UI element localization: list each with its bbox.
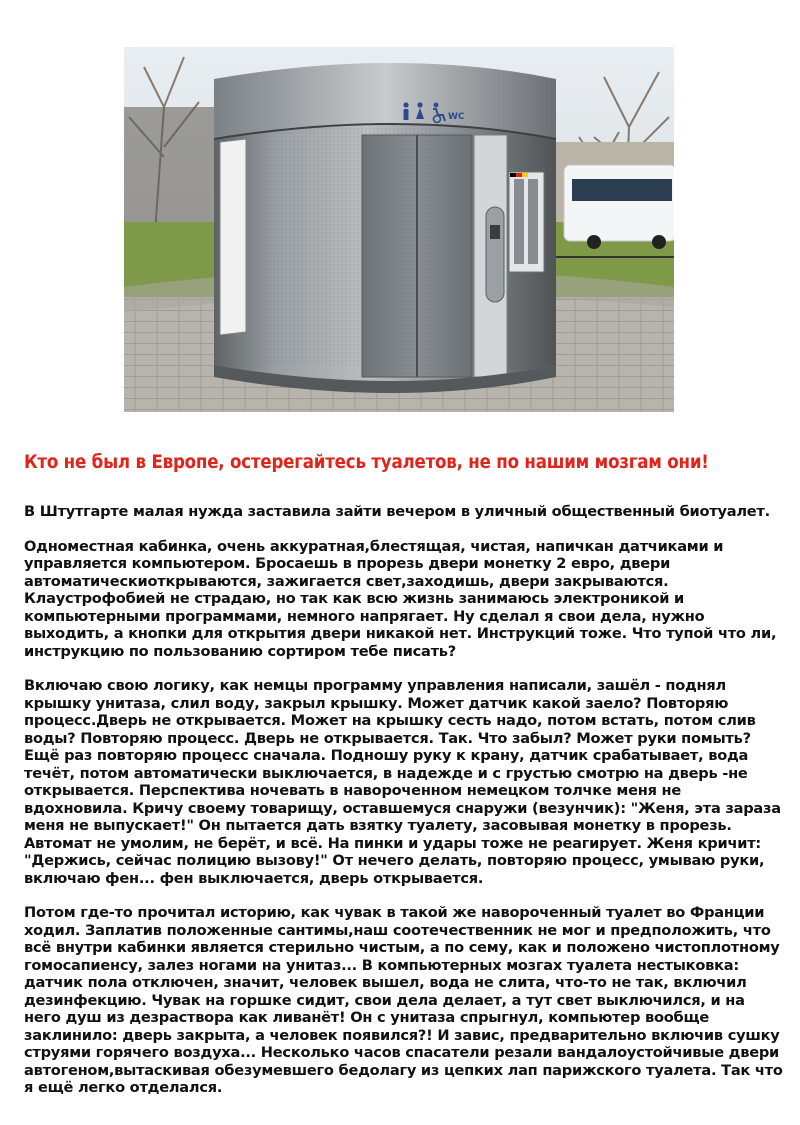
wc-sign-text: WC: [448, 112, 465, 122]
article-body: [24, 503, 784, 1114]
headline: Кто не был в Европе, остерегайтесь туалетов, не по нашим мозгам они!: [24, 452, 709, 473]
paragraph: Одноместная кабинка, очень аккуратная,блестящая, чистая, напичкан датчиками и управляется компьютером. Бросаешь в прорезь двери монетку 2 евро, двери автоматическиоткрываются, зажигается свет,заходишь, двери закрываются. Клаустрофобией не страдаю, но так как всю жизнь занимаюсь электроникой и компьютерными программами, немного напрягает. Ну сделал я свои дела, нужно выходить, а кнопки для открытия двери никакой нет. Инструкций тоже. Что тупой что ли, инструкцию по пользованию сортиром тебе писать?: [24, 537, 777, 660]
paragraph: Включаю свою логику, как немцы программу управления написали, зашёл - поднял крышку унитаза, слил воду, закрыл крышку. Может датчик какой заело? Повторяю процесс.Дверь не открывается. Может на крышку сесть надо, потом встать, потом слив воды? Повторяю процесс. Дверь не открывается. Так. Что забыл? Может руки помыть? Ещё раз повторяю процесс сначала. Подношу руку к крану, датчик срабатывает, вода течёт, потом автоматически выключается, в надежде и с грустью смотрю на дверь -не открывается. Перспектива ночевать в навороченном немецком толчке меня не вдохновила. Кричу своему товарищу, оставшемуся снаружи (везунчик): "Женя, эта зараза меня не выпускает!" Он пытается дать взятку туалету, засовывая монетку в прорезь. Автомат не умолим, не берёт, и всё. На пинки и удары тоже не реагирует. Женя кричит: "Держись, сейчас полицию вызову!" От нечего делать, повторяю процесс, умываю руки, включаю фен... фен выключается, дверь открывается.: [24, 677, 781, 887]
paragraph: В Штутгарте малая нужда заставила зайти вечером в уличный общественный биотуалет.: [24, 503, 770, 520]
toilet-photo: [124, 47, 674, 412]
paragraph: Потом где-то прочитал историю, как чувак в такой же навороченный туалет во Франции ходил. Заплатив положенные сантимы,наш соотечественник не мог и предположить, что всё внутри кабинки является стерильно чистым, а по сему, как и положено чистоплотному гомосапиенсу, залез ногами на унитаз... В компьютерных мозгах туалета нестыковка: датчик пола отключен, значит, человек вышел, вода не слита, что-то не так, включил дезинфекцию. Чувак на горшке сидит, свои дела делает, а тут свет выключился, и на него душ из дезраствора как ливанёт! Он с унитаза спрыгнул, компьютер вообще заклинило: дверь закрыта, а человек появился?! И завис, предварительно включив сушку струями горячего воздуха... Несколько часов спасатели резали вандалоустойчивые двери автогеном,вытаскивая обезумевшего бедолагу из цепких лап парижского туалета. Так что я ещё легко отделался.: [24, 904, 783, 1096]
